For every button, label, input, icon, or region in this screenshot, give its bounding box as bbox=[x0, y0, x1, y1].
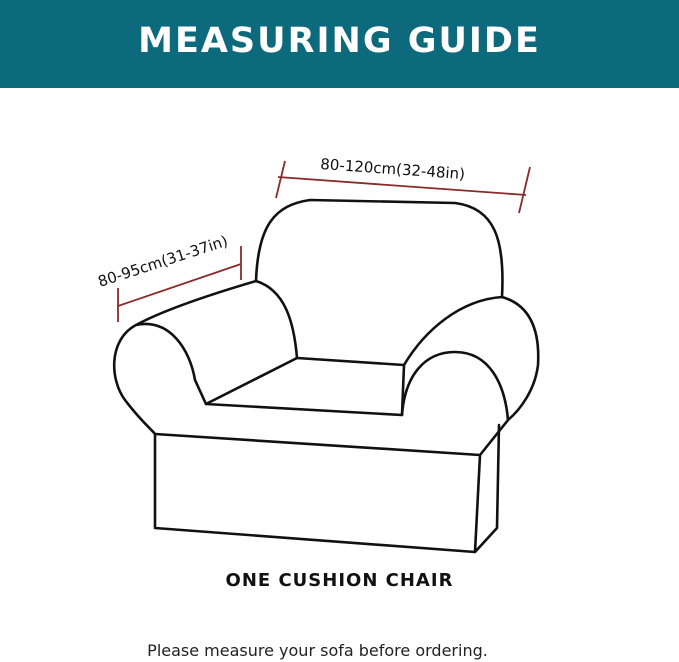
page-title: MEASURING GUIDE bbox=[138, 21, 541, 61]
header-banner bbox=[0, 0, 679, 88]
measure-note: Please measure your sofa before ordering. bbox=[147, 641, 488, 660]
chair-right-arm bbox=[402, 297, 538, 455]
chair-left-arm bbox=[114, 281, 297, 434]
depth-dimension-label: 80-95cm(31-37in) bbox=[95, 231, 231, 291]
chair-base bbox=[155, 425, 499, 552]
chair-seat bbox=[206, 358, 404, 415]
width-dimension-label: 80-120cm(32-48in) bbox=[319, 155, 466, 184]
chair-back bbox=[256, 200, 502, 297]
chair-type-caption: ONE CUSHION CHAIR bbox=[225, 570, 454, 591]
chair-diagram bbox=[0, 88, 679, 568]
